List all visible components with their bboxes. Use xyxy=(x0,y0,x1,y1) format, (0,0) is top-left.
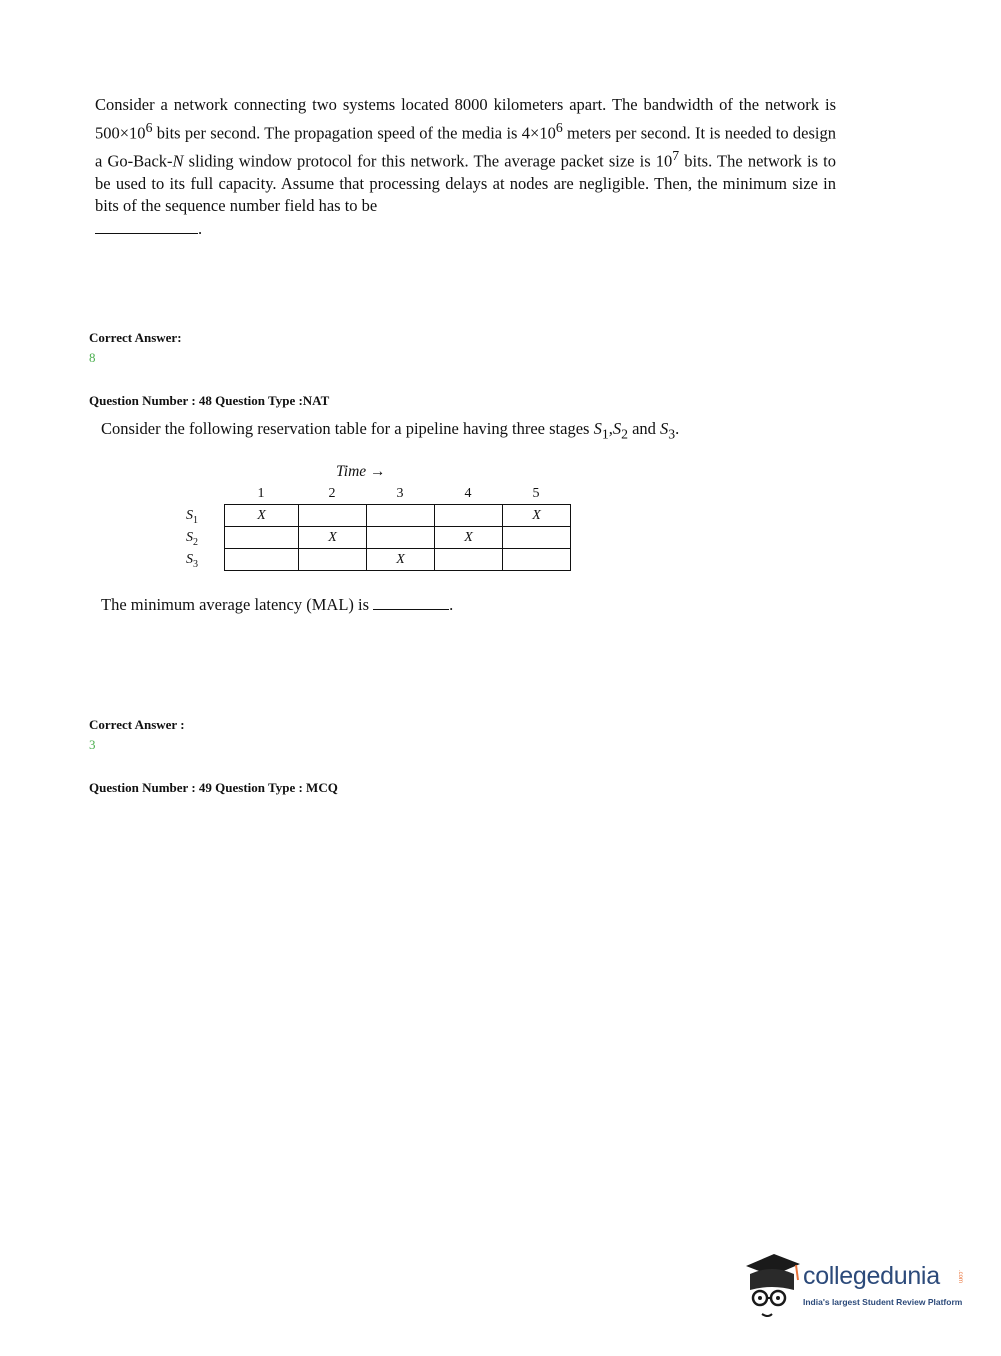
correct-answer-label-48: Correct Answer : xyxy=(89,717,185,732)
q47-line-2b: bits per second. The propagation speed of the media is 4×10 xyxy=(152,123,556,142)
correct-answer-value-48: 3 xyxy=(89,737,96,752)
logo-com: .com xyxy=(957,1270,963,1284)
q48-stage-s2: S xyxy=(612,419,622,438)
table-cell: X xyxy=(435,527,503,549)
q48-and: and xyxy=(627,419,661,438)
q48-stage-s3-sub: 3 xyxy=(668,426,676,442)
question-48-meta: Question Number : 48 Question Type :NAT xyxy=(89,393,330,408)
q47-blank-end: . xyxy=(198,218,203,238)
table-cell xyxy=(367,527,435,549)
row-header-s1-letter: S xyxy=(186,508,193,523)
table-cell xyxy=(225,527,299,549)
row-header-s1-sub: 1 xyxy=(193,514,198,526)
column-header-2: 2 xyxy=(328,486,336,501)
table-cell xyxy=(367,505,435,527)
correct-answer-value-47: 8 xyxy=(89,350,96,365)
mal-question xyxy=(101,595,453,615)
q48-end: . xyxy=(675,419,680,438)
table-cell: X xyxy=(225,505,299,527)
table-cell xyxy=(503,527,571,549)
q47-line-3b: sliding window protocol for this network. The average xyxy=(183,151,556,170)
row-header-s3-sub: 3 xyxy=(193,558,198,570)
mal-end: . xyxy=(449,595,454,614)
q47-exponent-2: 6 xyxy=(555,119,563,135)
q47-exponent-1: 6 xyxy=(145,119,153,135)
reservation-table xyxy=(224,504,571,571)
row-header-s2-letter: S xyxy=(186,530,193,545)
q47-line-1: Consider a network connecting two systems located 8000 kilometers apart. The bandwidth of the xyxy=(95,95,760,114)
q47-answer-blank xyxy=(95,219,198,234)
q48-stage-s1: S xyxy=(593,419,602,438)
mal-question-text: The minimum average latency (MAL) is xyxy=(101,595,374,614)
question-49-meta: Question Number : 49 Question Type : MCQ xyxy=(89,780,338,795)
q47-line-2a: network is 500×10 xyxy=(95,95,837,142)
table-cell: X xyxy=(367,549,435,571)
q48-sep-1: , xyxy=(608,419,613,438)
table-row xyxy=(225,549,571,571)
table-cell xyxy=(299,549,367,571)
question-48-text xyxy=(101,418,679,445)
q47-line-2c: meters per xyxy=(562,123,637,142)
row-header-s3 xyxy=(186,552,198,570)
q48-text-main: Consider the following reservation table for a pipeline having three stages xyxy=(101,419,594,438)
q47-exponent-3: 7 xyxy=(672,147,680,163)
table-cell xyxy=(299,505,367,527)
row-header-s1 xyxy=(186,508,198,526)
q47-line-3-n: N xyxy=(172,151,184,170)
table-cell xyxy=(435,549,503,571)
table-row xyxy=(225,505,571,527)
table-row xyxy=(225,527,571,549)
row-header-s2 xyxy=(186,530,198,548)
column-header-4: 4 xyxy=(464,486,472,501)
q48-stage-s1-sub: 1 xyxy=(601,426,609,442)
table-cell xyxy=(225,549,299,571)
row-header-s2-sub: 2 xyxy=(193,536,198,548)
q48-stage-s2-sub: 2 xyxy=(621,426,628,442)
logo-name: collegedunia xyxy=(803,1262,940,1290)
column-header-1: 1 xyxy=(257,486,265,501)
column-header-5: 5 xyxy=(532,486,540,501)
table-cell: X xyxy=(503,505,571,527)
time-axis-label: Time → xyxy=(336,463,386,480)
q48-stage-s3: S xyxy=(660,419,669,438)
question-47-text xyxy=(95,94,836,240)
correct-answer-label-47: Correct Answer: xyxy=(89,330,182,345)
row-header-s3-letter: S xyxy=(186,552,193,567)
q47-line-4b: bits. The network is to be used to its full capacity. Assume that processing delays xyxy=(95,151,836,193)
table-cell xyxy=(435,505,503,527)
mal-answer-blank xyxy=(373,595,449,610)
logo-tagline: India's largest Student Review Platform xyxy=(803,1297,963,1307)
column-header-3: 3 xyxy=(396,486,404,501)
table-cell xyxy=(503,549,571,571)
q47-line-3a: second. It is needed to design a Go-Back- xyxy=(95,123,836,170)
q47-line-4a: packet size is 10 xyxy=(560,151,673,170)
q47-line-5: at nodes are negligible. Then, the minimum size in bits of the sequence number field has to be xyxy=(95,173,837,215)
table-cell: X xyxy=(299,527,367,549)
